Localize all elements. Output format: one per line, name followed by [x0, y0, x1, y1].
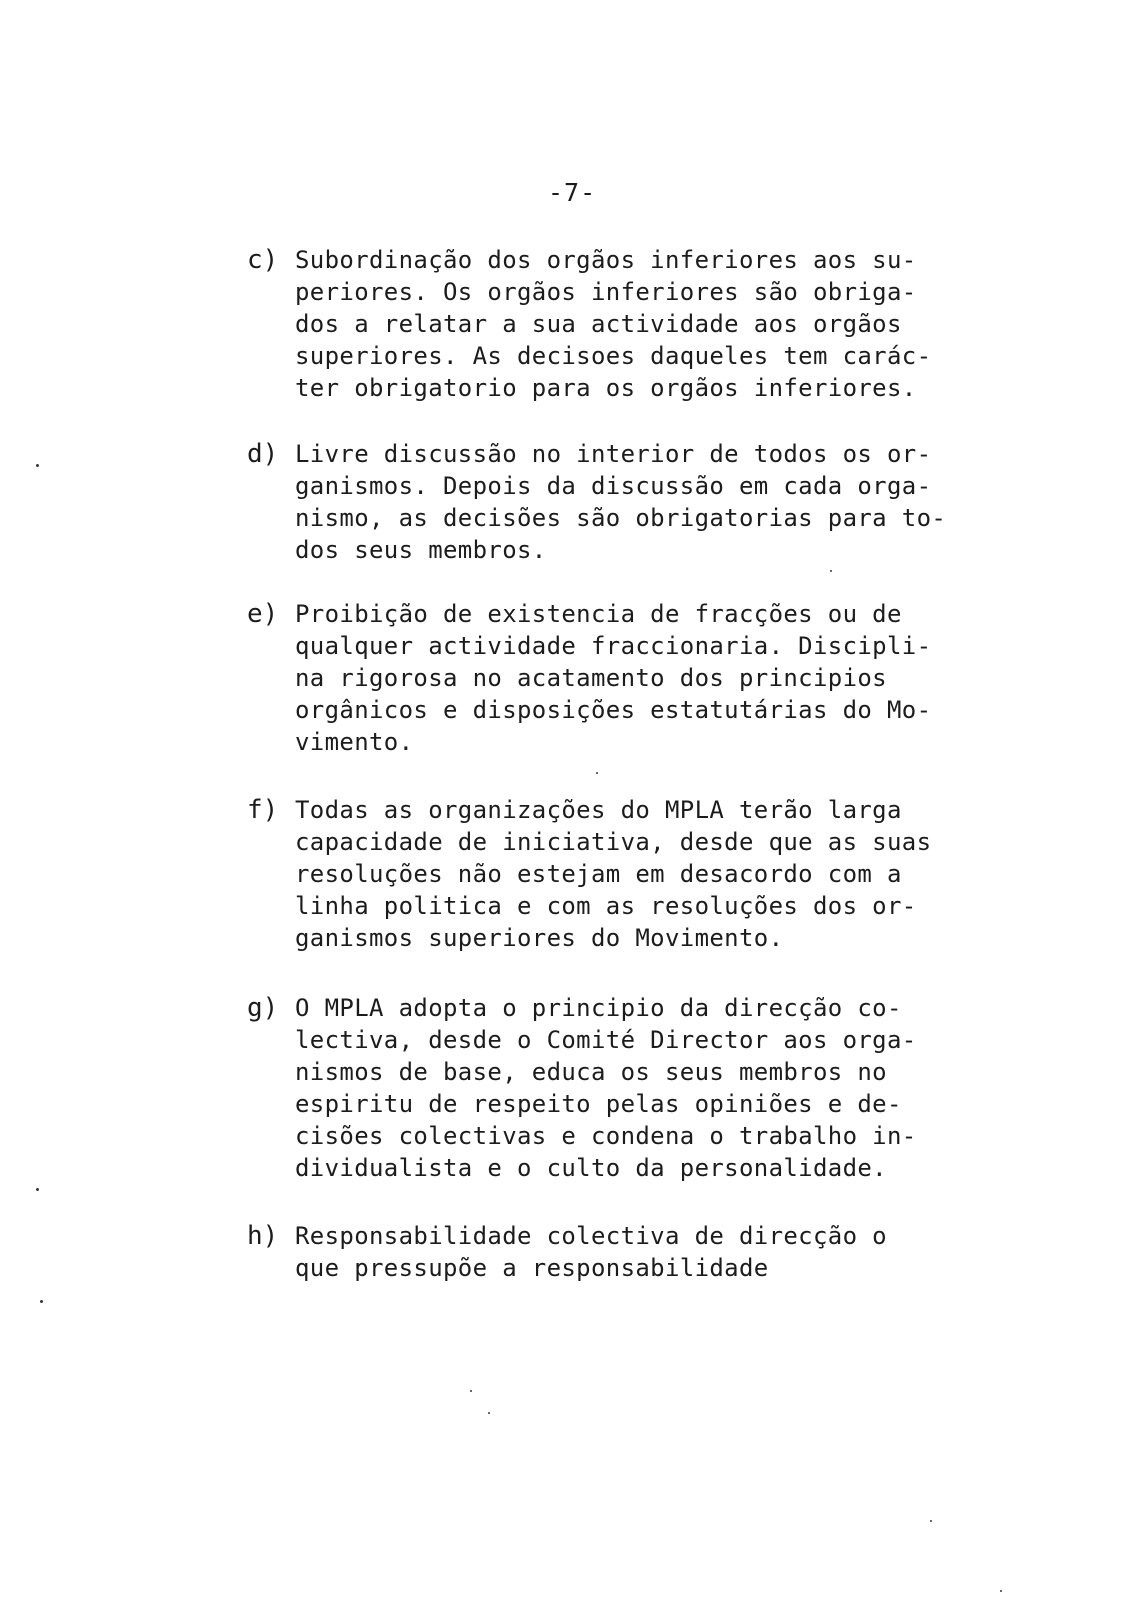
- page-number: -7-: [548, 178, 597, 207]
- scan-speck: [930, 1520, 932, 1522]
- item-marker: g): [247, 993, 279, 1023]
- scan-speck: [40, 1300, 43, 1303]
- text-line: capacidade de iniciativa, desde que as suas: [295, 828, 932, 856]
- text-line: nismo, as decisões são obrigatorias para to-: [295, 504, 947, 532]
- text-line: ganismos superiores do Movimento.: [295, 924, 784, 952]
- item-text: [295, 598, 931, 758]
- item-text: [295, 992, 917, 1184]
- scan-speck: [830, 570, 832, 572]
- item-text: [295, 438, 946, 566]
- item-text: [295, 794, 931, 954]
- text-line: Todas as organizações do MPLA terão larga: [295, 796, 902, 824]
- text-line: Livre discussão no interior de todos os or-: [295, 440, 932, 468]
- item-marker: d): [247, 439, 279, 469]
- text-line: O MPLA adopta o principio da direcção co-: [295, 994, 902, 1022]
- scan-speck: [596, 772, 598, 774]
- scan-speck: [36, 464, 39, 467]
- scan-speck: [1000, 1590, 1002, 1592]
- text-line: na rigorosa no acatamento dos principios: [295, 664, 887, 692]
- text-line: que pressupõe a responsabilidade: [295, 1254, 769, 1282]
- item-marker: f): [247, 795, 279, 825]
- scan-speck: [470, 1390, 472, 1392]
- scan-speck: [488, 1412, 490, 1414]
- text-line: Proibição de existencia de fracções ou de: [295, 600, 902, 628]
- text-line: linha politica e com as resoluções dos or-: [295, 892, 917, 920]
- item-text: [295, 244, 931, 404]
- scan-speck: [36, 1188, 39, 1191]
- item-marker: e): [247, 599, 279, 629]
- text-line: dos seus membros.: [295, 536, 547, 564]
- text-line: vimento.: [295, 728, 414, 756]
- text-line: Responsabilidade colectiva de direcção o: [295, 1222, 887, 1250]
- text-line: cisões colectivas e condena o trabalho in-: [295, 1122, 917, 1150]
- text-line: nismos de base, educa os seus membros no: [295, 1058, 887, 1086]
- item-marker: c): [247, 245, 279, 275]
- text-line: qualquer actividade fraccionaria. Discipli-: [295, 632, 932, 660]
- text-line: dividualista e o culto da personalidade.: [295, 1154, 887, 1182]
- text-line: ganismos. Depois da discussão em cada orga-: [295, 472, 932, 500]
- text-line: lectiva, desde o Comité Director aos orga-: [295, 1026, 917, 1054]
- text-line: Subordinação dos orgãos inferiores aos su-: [295, 246, 917, 274]
- text-line: resoluções não estejam em desacordo com a: [295, 860, 902, 888]
- text-line: periores. Os orgãos inferiores são obriga-: [295, 278, 917, 306]
- text-line: dos a relatar a sua actividade aos orgãos: [295, 310, 902, 338]
- text-line: orgânicos e disposições estatutárias do Mo-: [295, 696, 932, 724]
- text-line: espiritu de respeito pelas opiniões e de-: [295, 1090, 902, 1118]
- item-marker: h): [247, 1221, 279, 1251]
- item-text: [295, 1220, 887, 1284]
- text-line: superiores. As decisoes daqueles tem carác-: [295, 342, 932, 370]
- text-line: ter obrigatorio para os orgãos inferiores.: [295, 374, 917, 402]
